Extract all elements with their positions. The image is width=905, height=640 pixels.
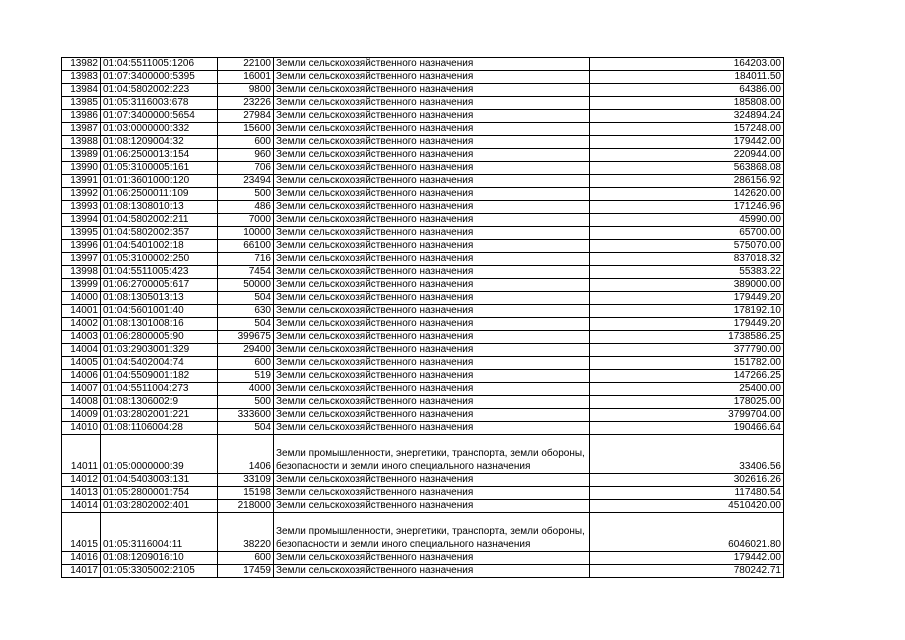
land-category-cell: Земли сельскохозяйственного назначения	[274, 227, 590, 240]
area-cell: 23494	[218, 175, 274, 188]
table-row	[62, 58, 784, 71]
area-cell: 218000	[218, 500, 274, 513]
land-category-cell: Земли сельскохозяйственного назначения	[274, 266, 590, 279]
land-category-cell: Земли сельскохозяйственного назначения	[274, 84, 590, 97]
cadastral-value-cell: 179449.20	[590, 318, 784, 331]
land-category-cell: Земли сельскохозяйственного назначения	[274, 357, 590, 370]
row-number-cell: 14000	[62, 292, 101, 305]
land-category-cell: Земли сельскохозяйственного назначения	[274, 422, 590, 435]
table-row	[62, 240, 784, 253]
cadastral-number-cell: 01:08:1306002:9	[101, 396, 218, 409]
table-row	[62, 565, 784, 578]
cadastral-value-cell: 179442.00	[590, 136, 784, 149]
table-row	[62, 396, 784, 409]
area-cell: 716	[218, 253, 274, 266]
land-category-cell: Земли сельскохозяйственного назначения	[274, 175, 590, 188]
cadastral-value-cell: 65700.00	[590, 227, 784, 240]
land-category-cell: Земли промышленности, энергетики, транспорта, земли обороны, безопасности и земли иного специального назначения	[274, 513, 590, 552]
cadastral-number-cell: 01:05:2800001:754	[101, 487, 218, 500]
row-number-cell: 13987	[62, 123, 101, 136]
cadastral-value-cell: 157248.00	[590, 123, 784, 136]
land-category-cell: Земли сельскохозяйственного назначения	[274, 305, 590, 318]
land-category-cell: Земли сельскохозяйственного назначения	[274, 292, 590, 305]
area-cell: 600	[218, 552, 274, 565]
area-cell: 399675	[218, 331, 274, 344]
table-row	[62, 331, 784, 344]
cadastral-value-cell: 3799704.00	[590, 409, 784, 422]
cadastral-number-cell: 01:03:2802001:221	[101, 409, 218, 422]
cadastral-number-cell: 01:03:2903001:329	[101, 344, 218, 357]
table-row	[62, 227, 784, 240]
cadastral-value-cell: 389000.00	[590, 279, 784, 292]
cadastral-value-cell: 55383.22	[590, 266, 784, 279]
cadastral-number-cell: 01:08:1209016:10	[101, 552, 218, 565]
land-category-cell: Земли сельскохозяйственного назначения	[274, 188, 590, 201]
cadastral-value-cell: 151782.00	[590, 357, 784, 370]
land-category-cell: Земли сельскохозяйственного назначения	[274, 201, 590, 214]
cadastral-value-cell: 64386.00	[590, 84, 784, 97]
land-category-cell: Земли сельскохозяйственного назначения	[274, 500, 590, 513]
land-category-cell: Земли сельскохозяйственного назначения	[274, 318, 590, 331]
table-body	[62, 58, 784, 578]
row-number-cell: 13996	[62, 240, 101, 253]
table-row	[62, 318, 784, 331]
cadastral-number-cell: 01:03:0000000:332	[101, 123, 218, 136]
area-cell: 500	[218, 188, 274, 201]
land-category-cell: Земли сельскохозяйственного назначения	[274, 487, 590, 500]
table-row	[62, 357, 784, 370]
row-number-cell: 13992	[62, 188, 101, 201]
cadastral-value-cell: 302616.26	[590, 474, 784, 487]
land-category-cell: Земли сельскохозяйственного назначения	[274, 565, 590, 578]
cadastral-number-cell: 01:05:3100005:161	[101, 162, 218, 175]
area-cell: 50000	[218, 279, 274, 292]
area-cell: 486	[218, 201, 274, 214]
area-cell: 16001	[218, 71, 274, 84]
cadastral-number-cell: 01:04:5511004:273	[101, 383, 218, 396]
row-number-cell: 13998	[62, 266, 101, 279]
table-row	[62, 110, 784, 123]
area-cell: 15600	[218, 123, 274, 136]
area-cell: 22100	[218, 58, 274, 71]
cadastral-number-cell: 01:04:5601001:40	[101, 305, 218, 318]
area-cell: 504	[218, 292, 274, 305]
row-number-cell: 13984	[62, 84, 101, 97]
cadastral-number-cell: 01:06:2800005:90	[101, 331, 218, 344]
land-category-cell: Земли сельскохозяйственного назначения	[274, 409, 590, 422]
cadastral-number-cell: 01:08:1209004:32	[101, 136, 218, 149]
cadastral-number-cell: 01:04:5403003:131	[101, 474, 218, 487]
row-number-cell: 14008	[62, 396, 101, 409]
row-number-cell: 14010	[62, 422, 101, 435]
area-cell: 27984	[218, 110, 274, 123]
row-number-cell: 13989	[62, 149, 101, 162]
table-row	[62, 513, 784, 552]
cadastral-value-cell: 563868.08	[590, 162, 784, 175]
land-category-cell: Земли сельскохозяйственного назначения	[274, 396, 590, 409]
row-number-cell: 14002	[62, 318, 101, 331]
cadastral-value-cell: 4510420.00	[590, 500, 784, 513]
table-row	[62, 266, 784, 279]
cadastral-number-cell: 01:04:5802002:211	[101, 214, 218, 227]
area-cell: 7000	[218, 214, 274, 227]
row-number-cell: 13995	[62, 227, 101, 240]
table-row	[62, 487, 784, 500]
area-cell: 4000	[218, 383, 274, 396]
cadastral-value-cell: 184011.50	[590, 71, 784, 84]
cadastral-number-cell: 01:04:5401002:18	[101, 240, 218, 253]
area-cell: 29400	[218, 344, 274, 357]
cadastral-number-cell: 01:08:1106004:28	[101, 422, 218, 435]
land-category-cell: Земли сельскохозяйственного назначения	[274, 279, 590, 292]
row-number-cell: 13990	[62, 162, 101, 175]
table-row	[62, 84, 784, 97]
table-row	[62, 435, 784, 474]
table-row	[62, 279, 784, 292]
row-number-cell: 14006	[62, 370, 101, 383]
area-cell: 66100	[218, 240, 274, 253]
table-row	[62, 370, 784, 383]
table-row	[62, 500, 784, 513]
land-category-cell: Земли сельскохозяйственного назначения	[274, 58, 590, 71]
land-category-cell: Земли сельскохозяйственного назначения	[274, 552, 590, 565]
cadastral-number-cell: 01:05:3100002:250	[101, 253, 218, 266]
area-cell: 1406	[218, 435, 274, 474]
area-cell: 33109	[218, 474, 274, 487]
table-row	[62, 305, 784, 318]
area-cell: 600	[218, 357, 274, 370]
area-cell: 23226	[218, 97, 274, 110]
row-number-cell: 13994	[62, 214, 101, 227]
cadastral-value-cell: 324894.24	[590, 110, 784, 123]
table-row	[62, 136, 784, 149]
cadastral-number-cell: 01:05:0000000:39	[101, 435, 218, 474]
row-number-cell: 13991	[62, 175, 101, 188]
area-cell: 9800	[218, 84, 274, 97]
area-cell: 600	[218, 136, 274, 149]
cadastral-number-cell: 01:01:3601000:120	[101, 175, 218, 188]
table-row	[62, 188, 784, 201]
cadastral-value-cell: 178192.10	[590, 305, 784, 318]
land-category-cell: Земли сельскохозяйственного назначения	[274, 110, 590, 123]
cadastral-number-cell: 01:03:2802002:401	[101, 500, 218, 513]
cadastral-number-cell: 01:04:5802002:223	[101, 84, 218, 97]
area-cell: 706	[218, 162, 274, 175]
row-number-cell: 14017	[62, 565, 101, 578]
table-row	[62, 383, 784, 396]
table-row	[62, 422, 784, 435]
area-cell: 504	[218, 318, 274, 331]
area-cell: 504	[218, 422, 274, 435]
land-plots-table	[61, 57, 784, 578]
row-number-cell: 14013	[62, 487, 101, 500]
cadastral-number-cell: 01:06:2700005:617	[101, 279, 218, 292]
row-number-cell: 13985	[62, 97, 101, 110]
cadastral-number-cell: 01:04:5511005:1206	[101, 58, 218, 71]
area-cell: 500	[218, 396, 274, 409]
land-category-cell: Земли сельскохозяйственного назначения	[274, 240, 590, 253]
cadastral-value-cell: 45990.00	[590, 214, 784, 227]
table-row	[62, 552, 784, 565]
area-cell: 17459	[218, 565, 274, 578]
row-number-cell: 14003	[62, 331, 101, 344]
cadastral-number-cell: 01:05:3116003:678	[101, 97, 218, 110]
land-category-cell: Земли сельскохозяйственного назначения	[274, 71, 590, 84]
area-cell: 630	[218, 305, 274, 318]
row-number-cell: 14016	[62, 552, 101, 565]
cadastral-value-cell: 286156.92	[590, 175, 784, 188]
table-row	[62, 474, 784, 487]
area-cell: 15198	[218, 487, 274, 500]
row-number-cell: 13997	[62, 253, 101, 266]
land-category-cell: Земли сельскохозяйственного назначения	[274, 136, 590, 149]
land-category-cell: Земли промышленности, энергетики, транспорта, земли обороны, безопасности и земли иного специального назначения	[274, 435, 590, 474]
area-cell: 10000	[218, 227, 274, 240]
table-row	[62, 149, 784, 162]
cadastral-value-cell: 117480.54	[590, 487, 784, 500]
cadastral-number-cell: 01:05:3305002:2105	[101, 565, 218, 578]
area-cell: 7454	[218, 266, 274, 279]
cadastral-value-cell: 220944.00	[590, 149, 784, 162]
cadastral-value-cell: 179449.20	[590, 292, 784, 305]
table-row	[62, 175, 784, 188]
row-number-cell: 14004	[62, 344, 101, 357]
row-number-cell: 14005	[62, 357, 101, 370]
cadastral-value-cell: 1738586.25	[590, 331, 784, 344]
row-number-cell: 13988	[62, 136, 101, 149]
table-row	[62, 71, 784, 84]
cadastral-value-cell: 837018.32	[590, 253, 784, 266]
table-row	[62, 292, 784, 305]
cadastral-value-cell: 377790.00	[590, 344, 784, 357]
cadastral-number-cell: 01:04:5509001:182	[101, 370, 218, 383]
cadastral-number-cell: 01:04:5511005:423	[101, 266, 218, 279]
row-number-cell: 14009	[62, 409, 101, 422]
row-number-cell: 14015	[62, 513, 101, 552]
table-row	[62, 344, 784, 357]
land-category-cell: Земли сельскохозяйственного назначения	[274, 253, 590, 266]
land-category-cell: Земли сельскохозяйственного назначения	[274, 344, 590, 357]
land-category-cell: Земли сельскохозяйственного назначения	[274, 383, 590, 396]
cadastral-value-cell: 25400.00	[590, 383, 784, 396]
land-category-cell: Земли сельскохозяйственного назначения	[274, 149, 590, 162]
cadastral-value-cell: 171246.96	[590, 201, 784, 214]
cadastral-number-cell: 01:06:2500013:154	[101, 149, 218, 162]
table-row	[62, 123, 784, 136]
cadastral-number-cell: 01:04:5802002:357	[101, 227, 218, 240]
area-cell: 38220	[218, 513, 274, 552]
table-row	[62, 214, 784, 227]
table-row	[62, 162, 784, 175]
cadastral-number-cell: 01:07:3400000:5395	[101, 71, 218, 84]
land-category-cell: Земли сельскохозяйственного назначения	[274, 214, 590, 227]
cadastral-number-cell: 01:08:1308010:13	[101, 201, 218, 214]
row-number-cell: 14007	[62, 383, 101, 396]
land-category-cell: Земли сельскохозяйственного назначения	[274, 97, 590, 110]
cadastral-value-cell: 142620.00	[590, 188, 784, 201]
cadastral-value-cell: 33406.56	[590, 435, 784, 474]
land-category-cell: Земли сельскохозяйственного назначения	[274, 162, 590, 175]
cadastral-number-cell: 01:08:1301008:16	[101, 318, 218, 331]
table-row	[62, 409, 784, 422]
cadastral-value-cell: 164203.00	[590, 58, 784, 71]
row-number-cell: 14001	[62, 305, 101, 318]
row-number-cell: 13999	[62, 279, 101, 292]
cadastral-value-cell: 178025.00	[590, 396, 784, 409]
cadastral-value-cell: 147266.25	[590, 370, 784, 383]
cadastral-value-cell: 575070.00	[590, 240, 784, 253]
row-number-cell: 14012	[62, 474, 101, 487]
land-category-cell: Земли сельскохозяйственного назначения	[274, 474, 590, 487]
cadastral-number-cell: 01:06:2500011:109	[101, 188, 218, 201]
cadastral-number-cell: 01:05:3116004:11	[101, 513, 218, 552]
cadastral-number-cell: 01:08:1305013:13	[101, 292, 218, 305]
table-row	[62, 97, 784, 110]
cadastral-value-cell: 185808.00	[590, 97, 784, 110]
cadastral-value-cell: 6046021.80	[590, 513, 784, 552]
cadastral-value-cell: 780242.71	[590, 565, 784, 578]
cadastral-number-cell: 01:07:3400000:5654	[101, 110, 218, 123]
area-cell: 333600	[218, 409, 274, 422]
land-category-cell: Земли сельскохозяйственного назначения	[274, 331, 590, 344]
cadastral-value-cell: 179442.00	[590, 552, 784, 565]
table-row	[62, 253, 784, 266]
row-number-cell: 13983	[62, 71, 101, 84]
cadastral-value-cell: 190466.64	[590, 422, 784, 435]
row-number-cell: 13982	[62, 58, 101, 71]
row-number-cell: 14014	[62, 500, 101, 513]
land-category-cell: Земли сельскохозяйственного назначения	[274, 370, 590, 383]
area-cell: 960	[218, 149, 274, 162]
row-number-cell: 13986	[62, 110, 101, 123]
row-number-cell: 14011	[62, 435, 101, 474]
table-row	[62, 201, 784, 214]
row-number-cell: 13993	[62, 201, 101, 214]
land-category-cell: Земли сельскохозяйственного назначения	[274, 123, 590, 136]
area-cell: 519	[218, 370, 274, 383]
cadastral-number-cell: 01:04:5402004:74	[101, 357, 218, 370]
